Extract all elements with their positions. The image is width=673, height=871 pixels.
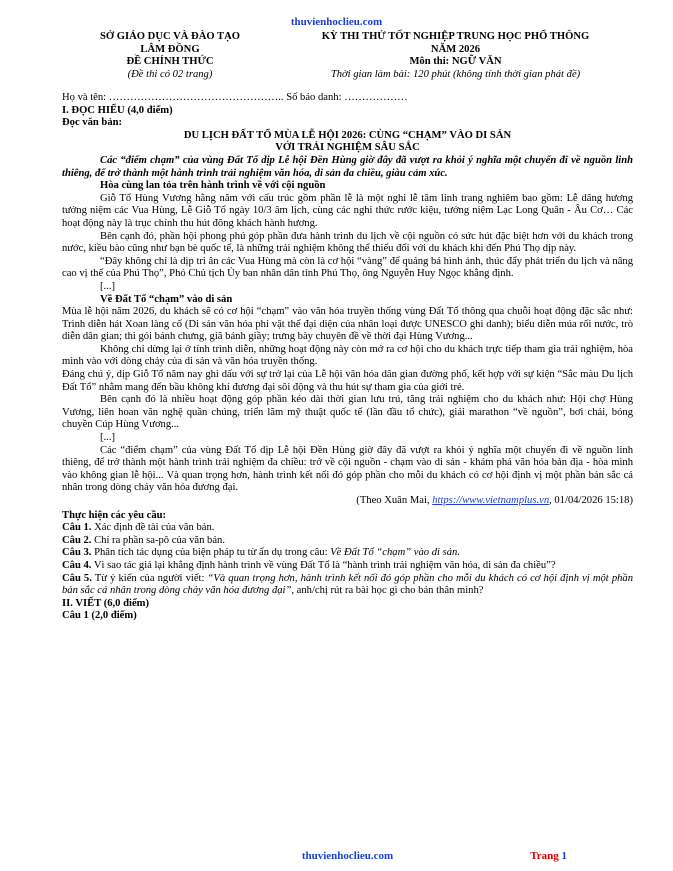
source-link[interactable]: https://www.vietnamplus.vn xyxy=(432,495,550,506)
paragraph-5: Không chỉ dừng lại ở tính trình diễn, những hoạt động này còn mở ra cơ hội cho du khách trực tiếp tham gia trải nghiệm, hòa mình vào với dòng chảy của di sản và văn hóa truyền thống. xyxy=(62,343,633,368)
question-1 xyxy=(62,522,633,535)
paragraph-6: Đáng chú ý, dịp Giỗ Tổ năm nay ghi dấu với sự trở lại của Lễ hội văn hóa dân gian đường phố, kết hợp với sự kiện “Sắc màu Du lịch Đất Tổ” nhằm mang đến bầu không khí đương đại sôi động và thu hút sự tham gia của giới trẻ. xyxy=(62,369,633,393)
page-indicator xyxy=(530,850,567,863)
tasks-title: Thực hiện các yêu cầu: xyxy=(62,509,167,521)
question-5-label: Câu 5. xyxy=(62,572,92,584)
paragraph-1: Giỗ Tổ Hùng Vương hằng năm với cấu trúc gồm phần lễ là một nghi lễ tâm linh trang nghiêm bao gồm: Lễ dâng hương tưởng niệm các Vua Hùng, Lễ Giỗ Tổ ngày 10/3 âm lịch, cùng các nghi thức rước kiệu, tưởng niệm Lạc Long Quân - Âu Cơ… Các hoạt động này là trục chính thu hút đông khách hành hương. xyxy=(62,192,633,229)
question-3-quote: Về Đất Tổ “chạm” vào di sản. xyxy=(330,547,460,559)
paragraph-4: Mùa lễ hội năm 2026, du khách sẽ có cơ hội “chạm” vào văn hóa truyền thống vùng Đất Tổ thông qua chuỗi hoạt động đặc sắc như: Trình diễn hát Xoan làng cổ (Di sản văn hóa phi vật thể đại diện của nhân loại được UNESCO ghi danh); biểu diễn múa rối nước, trò diễn dân gian; thi gói bánh chưng, giã bánh giầy; trưng bày chuyên đề về thời đại Hùng Vương... xyxy=(62,306,633,343)
paragraph-2: Bên cạnh đó, phần hội phong phú góp phần đưa hành trình du lịch về cội nguồn có sức hút đặc biệt hơn với du khách trong nước, kiều bào cũng như bạn bè quốc tế, là những trải nghiệm không thể thiếu đối với du khách khi đến Phú Thọ dịp này. xyxy=(62,230,633,255)
article-title-line2: VỚI TRẢI NGHIỆM SÂU SẮC xyxy=(275,142,420,154)
question-3-text: Phân tích tác dụng của biện pháp tu từ ẩn dụ trong câu: xyxy=(91,547,331,559)
question-2-label: Câu 2. xyxy=(62,534,92,546)
question-5 xyxy=(62,573,633,598)
question-4 xyxy=(62,560,633,573)
question-5-suffix: , anh/chị rút ra bài học gì cho bản thân mình? xyxy=(291,585,484,597)
header-left xyxy=(62,31,278,81)
question-5-prefix: Từ ý kiến của người viết: xyxy=(91,572,208,584)
department-name: SỞ GIÁO DỤC VÀ ĐÀO TẠO xyxy=(100,31,240,42)
exam-year: NĂM 2026 xyxy=(430,43,481,55)
page-label: Trang xyxy=(530,850,562,862)
subheading-2: Về Đất Tổ “chạm” vào di sản xyxy=(100,293,233,305)
exam-content xyxy=(62,92,633,623)
ellipsis-2: [...] xyxy=(100,432,116,444)
question-3-label: Câu 3. xyxy=(62,547,92,559)
question-2 xyxy=(62,535,633,548)
paragraph-3: “Đây không chỉ là dịp tri ân các Vua Hùng mà còn là cơ hội “vàng” để quảng bá hình ảnh, thúc đẩy phát triển du lịch và nâng cao vị thế của Phú Thọ”, Phó Chủ tịch Ủy ban nhân dân tỉnh Phú Thọ, ông Nguyễn Huy Ngọc khẳng định. xyxy=(62,255,633,280)
header-right xyxy=(278,31,633,81)
province-name: LÂM ĐỒNG xyxy=(140,43,200,55)
question-2-text: Chỉ ra phần sa-pô của văn bản. xyxy=(91,534,225,546)
official-label: ĐỀ CHÍNH THỨC xyxy=(126,56,214,68)
question-1-text: Xác định đề tài của văn bản. xyxy=(91,522,215,534)
source-prefix: (Theo Xuân Mai, xyxy=(356,495,433,506)
candidate-line: Họ và tên: ………………………………………….. Số báo danh: ……………… xyxy=(62,92,408,103)
source-suffix: , 01/04/2026 15:18) xyxy=(549,495,633,506)
section2-title: II. VIẾT (6,0 điểm) xyxy=(62,597,150,609)
page-number: 1 xyxy=(561,850,567,862)
paragraph-8: Các “điểm chạm” của vùng Đất Tổ dịp Lễ hội Đền Hùng giờ đây đã vượt ra khỏi ý nghĩa một chuyến đi về nguồn linh thiêng, để trở thành một hành trình trải nghiệm đa chiều: trở về cội nguồn - chạm vào di sản - khám phá văn hóa bản địa - hòa mình vào không gian lễ hội... Và quan trọng hơn, hành trình kết nối đó góp phần cho mỗi du khách có cơ hội định vị một phần bản sắc cá nhân trong dòng chảy văn hóa đương đại. xyxy=(62,444,633,494)
section1-title: I. ĐỌC HIỂU (4,0 điểm) xyxy=(62,104,173,116)
subheading-1: Hòa cùng lan tỏa trên hành trình về với cội nguồn xyxy=(100,180,326,192)
question-4-text: Vì sao tác giả lại khẳng định hành trình về vùng Đất Tổ là “hành trình trải nghiệm văn hóa, di sản đa chiều”? xyxy=(91,559,556,571)
subject: Môn thi: NGỮ VĂN xyxy=(409,56,502,68)
section2-question-1: Câu 1 (2,0 điểm) xyxy=(62,610,137,622)
watermark-bottom: thuvienhoclieu.com xyxy=(301,850,394,862)
article-sapo: Các “điểm chạm” của vùng Đất Tổ dịp Lễ hội Đền Hùng giờ đây đã vượt ra khỏi ý nghĩa một chuyến đi về nguồn linh thiêng, để trở thành một hành trình trải nghiệm văn hóa, di sản đa chiều, giàu cảm xúc. xyxy=(62,154,633,179)
question-4-label: Câu 4. xyxy=(62,559,92,571)
question-1-label: Câu 1. xyxy=(62,522,92,534)
paragraph-7: Bên cạnh đó là nhiều hoạt động góp phần kéo dài thời gian lưu trú, tăng trải nghiệm cho du khách như: Hội chợ Hùng Vương, liên hoan văn nghệ quần chúng, triển lãm mỹ thuật quốc tế (lần đầu tổ chức), giải marathon “về nguồn”, bơi chải, bóng chuyền Cúp Hùng Vương... xyxy=(62,394,633,431)
time-limit: Thời gian làm bài: 120 phút (không tính thời gian phát đề) xyxy=(330,68,581,80)
page-count-note: (Đề thi có 02 trang) xyxy=(127,68,213,80)
question-5-quote: “Và quan trọng hơn, hành trình kết nối đó góp phần cho mỗi du khách có cơ hội định vị một phần bản sắc cá nhân trong dòng chảy văn hóa đương đại” xyxy=(62,572,634,597)
article-source xyxy=(62,495,633,508)
exam-header xyxy=(62,31,633,81)
read-label: Đọc văn bản: xyxy=(62,117,123,129)
question-3 xyxy=(62,547,633,560)
watermark-top: thuvienhoclieu.com xyxy=(290,16,383,28)
page-footer xyxy=(62,850,633,864)
ellipsis-1: [...] xyxy=(100,280,116,292)
exam-name: KỲ THI THỬ TỐT NGHIỆP TRUNG HỌC PHỔ THÔNG xyxy=(321,31,590,42)
article-title-line1: DU LỊCH ĐẤT TỔ MÙA LỄ HỘI 2026: CÙNG “CHẠM” VÀO DI SẢN xyxy=(183,129,512,141)
